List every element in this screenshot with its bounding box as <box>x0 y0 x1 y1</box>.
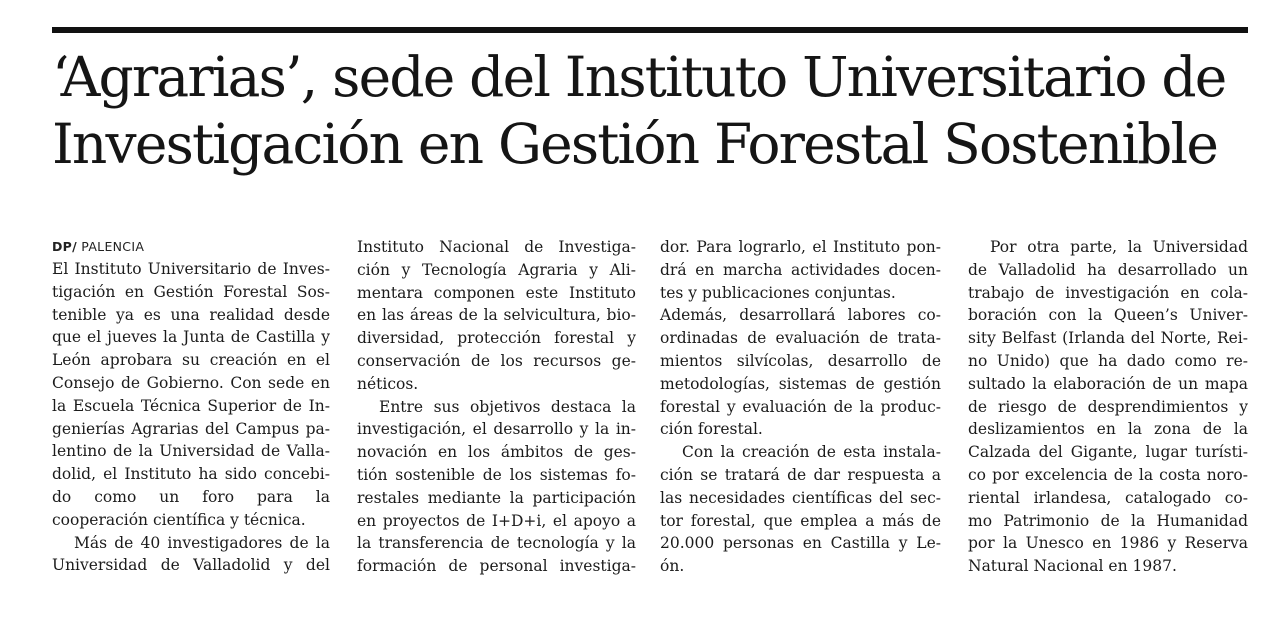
text-line: trabajo de investigación en cola- <box>968 283 1248 302</box>
text-line: Además, desarrollará labores co- <box>660 306 941 325</box>
text-line: Calzada del Gigante, lugar turísti- <box>968 443 1248 462</box>
text-line: metodologías, sistemas de gestión <box>660 374 941 393</box>
text-line: 20.000 personas en Castilla y Le- <box>660 534 941 553</box>
text-line: por la Unesco en 1986 y Reserva <box>968 534 1248 553</box>
text-line: ordinadas de evaluación de trata- <box>660 329 941 348</box>
text-line: co por excelencia de la costa noro- <box>968 465 1248 484</box>
text-line: Consejo de Gobierno. Con sede en <box>52 373 330 392</box>
byline-place: PALENCIA <box>81 239 145 254</box>
column-4 <box>968 236 1248 578</box>
text-line: do como un foro para la <box>52 487 330 506</box>
text-line: cooperación científica y técnica. <box>52 510 306 529</box>
paragraph-3-cont <box>660 236 941 441</box>
paragraph-2-cont <box>357 236 636 396</box>
paragraph-1 <box>52 258 330 532</box>
text-line: la Escuela Técnica Superior de In- <box>52 396 330 415</box>
paragraph-4 <box>660 441 941 578</box>
text-line: dor. Para lograrlo, el Instituto pon- <box>660 238 941 256</box>
text-line: deslizamientos en la zona de la <box>968 420 1248 439</box>
column-3 <box>660 236 941 578</box>
text-line: novación en los ámbitos de ges- <box>357 443 636 462</box>
text-line: las necesidades científicas del sec- <box>660 488 941 507</box>
text-line: ción forestal. <box>660 420 763 439</box>
text-line: Natural Nacional en 1987. <box>968 557 1177 576</box>
text-line: El Instituto Universitario de Inves- <box>52 260 330 278</box>
text-line: ción y Tecnología Agraria y Ali- <box>357 260 636 279</box>
text-line: de Valladolid ha desarrollado un <box>968 260 1248 279</box>
text-line: no Unido) que ha dado como re- <box>968 351 1248 370</box>
text-line: tigación en Gestión Forestal Sos- <box>52 282 330 301</box>
text-line: tor forestal, que emplea a más de <box>660 511 941 530</box>
text-line: sity Belfast (Irlanda del Norte, Rei- <box>968 329 1248 348</box>
text-line: lentino de la Universidad de Valla- <box>52 442 330 461</box>
text-line: en proyectos de I+D+i, el apoyo a <box>357 511 636 530</box>
paragraph-2 <box>52 532 330 578</box>
text-line: mentara componen este Instituto <box>357 283 636 302</box>
text-line: riental irlandesa, catalogado co- <box>968 488 1248 507</box>
text-line: sultado la elaboración de un mapa <box>968 374 1248 393</box>
text-line: tes y publicaciones conjuntas. <box>660 283 896 302</box>
text-line: de riesgo de desprendimientos y <box>968 397 1248 416</box>
text-line: tenible ya es una realidad desde <box>52 305 330 324</box>
paragraph-5 <box>968 236 1248 578</box>
text-line: boración con la Queen’s Univer- <box>968 306 1248 325</box>
text-line: conservación de los recursos ge- <box>357 351 636 370</box>
text-line: formación de personal investiga- <box>357 557 636 576</box>
text-line: tión sostenible de los sistemas fo- <box>357 465 636 484</box>
headline-line-2: Investigación en Gestión Forestal Sostenible <box>52 112 1218 176</box>
byline-agency: DP/ <box>52 239 78 254</box>
text-line: investigación, el desarrollo y la in- <box>357 420 636 439</box>
text-line: Con la creación de esta instala- <box>682 443 941 462</box>
text-line: en las áreas de la selvicultura, bio- <box>357 306 636 325</box>
text-line: Entre sus objetivos destaca la <box>379 397 636 416</box>
text-line: genierías Agrarias del Campus pa- <box>52 419 330 438</box>
column-2 <box>357 236 636 578</box>
headline <box>52 44 1262 178</box>
text-line: la transferencia de tecnología y la <box>357 534 636 553</box>
text-line: diversidad, protección forestal y <box>357 329 636 348</box>
text-line: forestal y evaluación de la produc- <box>660 397 941 416</box>
text-line: Por otra parte, la Universidad <box>990 238 1248 256</box>
headline-line-1: ‘Agrarias’, sede del Instituto Universitario de <box>52 45 1226 109</box>
text-line: ón. <box>660 557 685 576</box>
paragraph-3 <box>357 396 636 578</box>
text-line: dolid, el Instituto ha sido concebi- <box>52 465 330 484</box>
text-line: que el jueves la Junta de Castilla y <box>52 328 330 347</box>
text-line: Universidad de Valladolid y del <box>52 556 330 575</box>
text-line: mientos silvícolas, desarrollo de <box>660 351 941 370</box>
text-line: néticos. <box>357 374 419 393</box>
text-line: drá en marcha actividades docen- <box>660 260 941 279</box>
text-line: mo Patrimonio de la Humanidad <box>968 511 1248 530</box>
text-line: Más de 40 investigadores de la <box>74 533 330 552</box>
column-1 <box>52 236 330 577</box>
top-rule <box>52 27 1248 33</box>
text-line: Instituto Nacional de Investiga- <box>357 238 636 256</box>
text-line: León aprobara su creación en el <box>52 351 330 370</box>
text-line: restales mediante la participación <box>357 488 636 507</box>
byline <box>52 236 330 258</box>
text-line: ción se tratará de dar respuesta a <box>660 465 941 484</box>
